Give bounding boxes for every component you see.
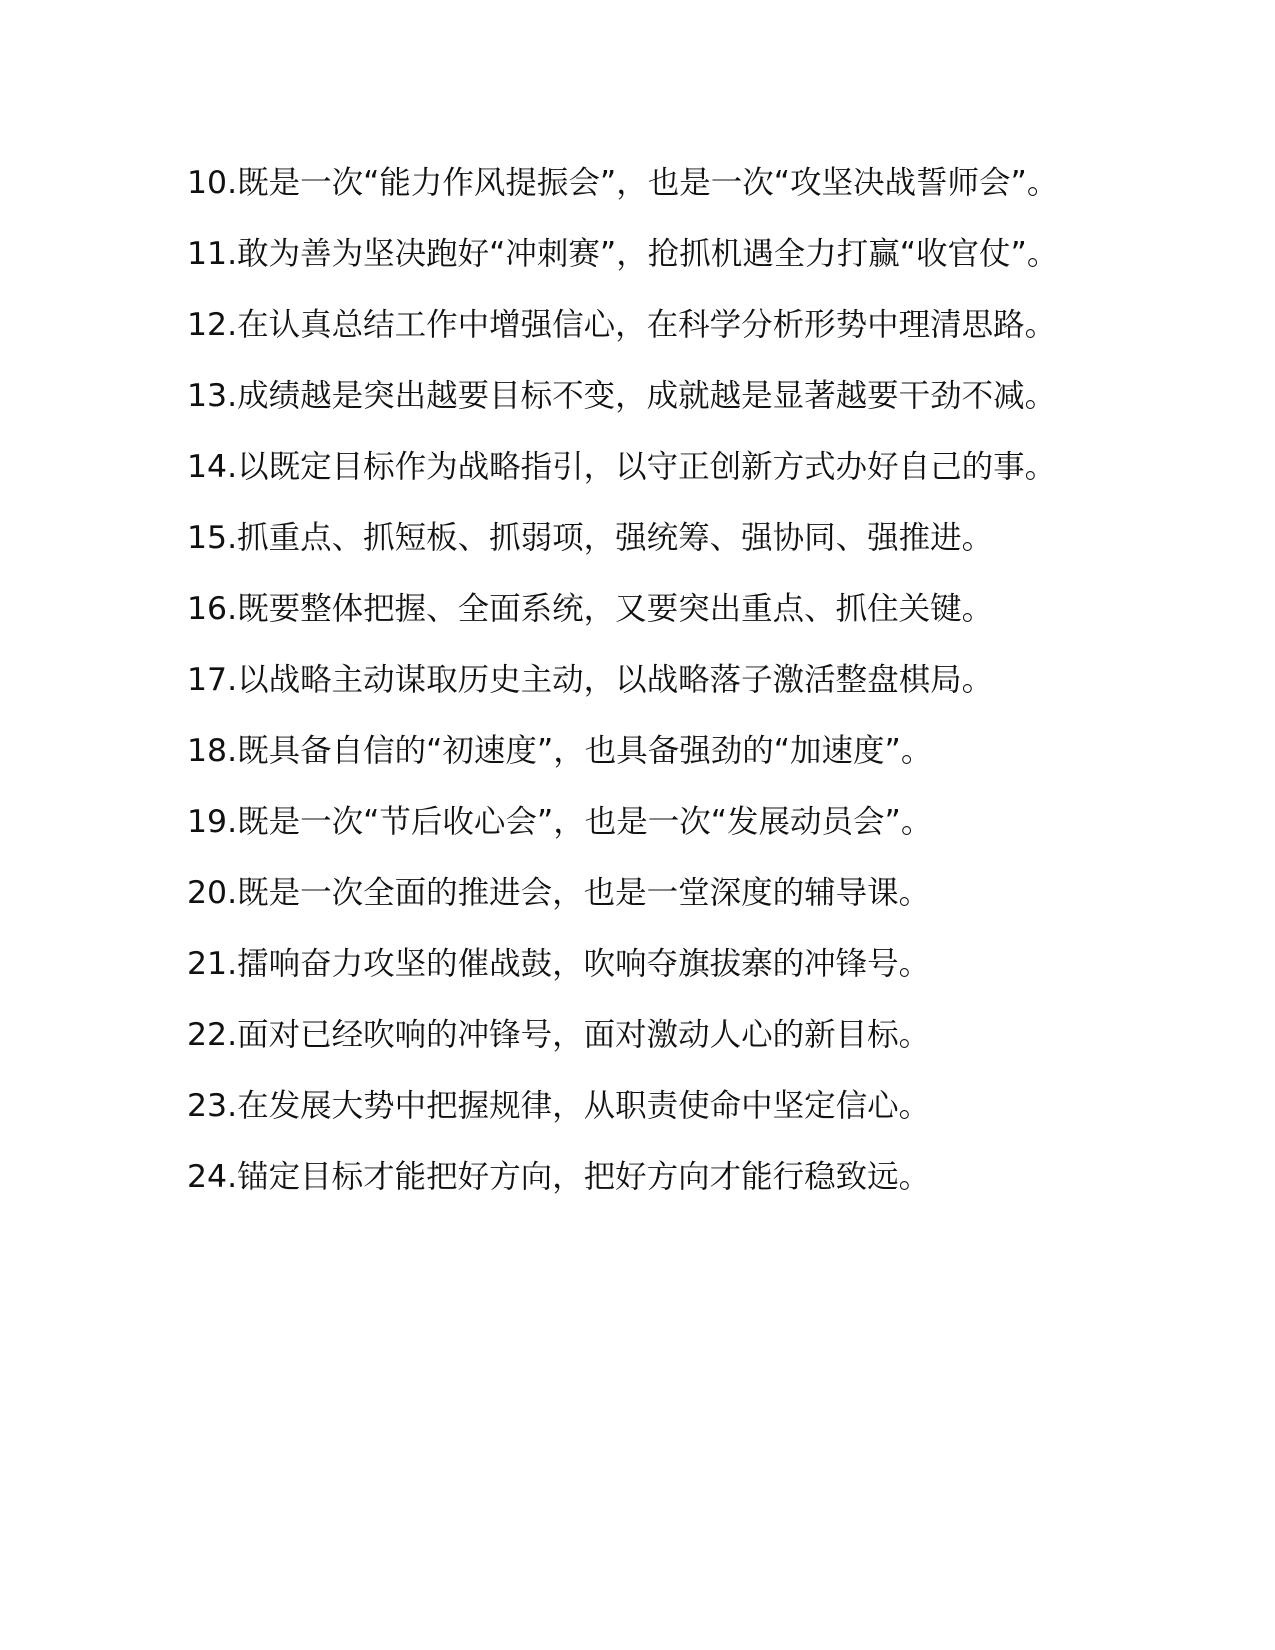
list-item: 13.成绩越是突出越要目标不变，成就越是显著越要干劲不减。 [187,378,1057,414]
list-item: 15.抓重点、抓短板、抓弱项，强统筹、强协同、强推进。 [187,520,994,556]
list-item: 14.以既定目标作为战略指引，以守正创新方式办好自己的事。 [187,449,1057,485]
list-item: 19.既是一次“节后收心会”，也是一次“发展动员会”。 [187,804,933,840]
list-item: 23.在发展大势中把握规律，从职责使命中坚定信心。 [187,1088,931,1124]
list-item: 12.在认真总结工作中增强信心，在科学分析形势中理清思路。 [187,307,1057,343]
numbered-list [187,155,1092,1220]
list-item: 18.既具备自信的“初速度”，也具备强劲的“加速度”。 [187,733,933,769]
list-item: 24.锚定目标才能把好方向，把好方向才能行稳致远。 [187,1159,931,1195]
list-item: 20.既是一次全面的推进会，也是一堂深度的辅导课。 [187,875,931,911]
list-item: 10.既是一次“能力作风提振会”，也是一次“攻坚决战誓师会”。 [187,165,1059,201]
list-item: 22.面对已经吹响的冲锋号，面对激动人心的新目标。 [187,1017,931,1053]
list-item: 16.既要整体把握、全面系统，又要突出重点、抓住关键。 [187,591,994,627]
list-item: 21.擂响奋力攻坚的催战鼓，吹响夺旗拔寨的冲锋号。 [187,946,931,982]
list-item: 11.敢为善为坚决跑好“冲刺赛”，抢抓机遇全力打赢“收官仗”。 [187,236,1059,272]
list-item: 17.以战略主动谋取历史主动，以战略落子激活整盘棋局。 [187,662,994,698]
